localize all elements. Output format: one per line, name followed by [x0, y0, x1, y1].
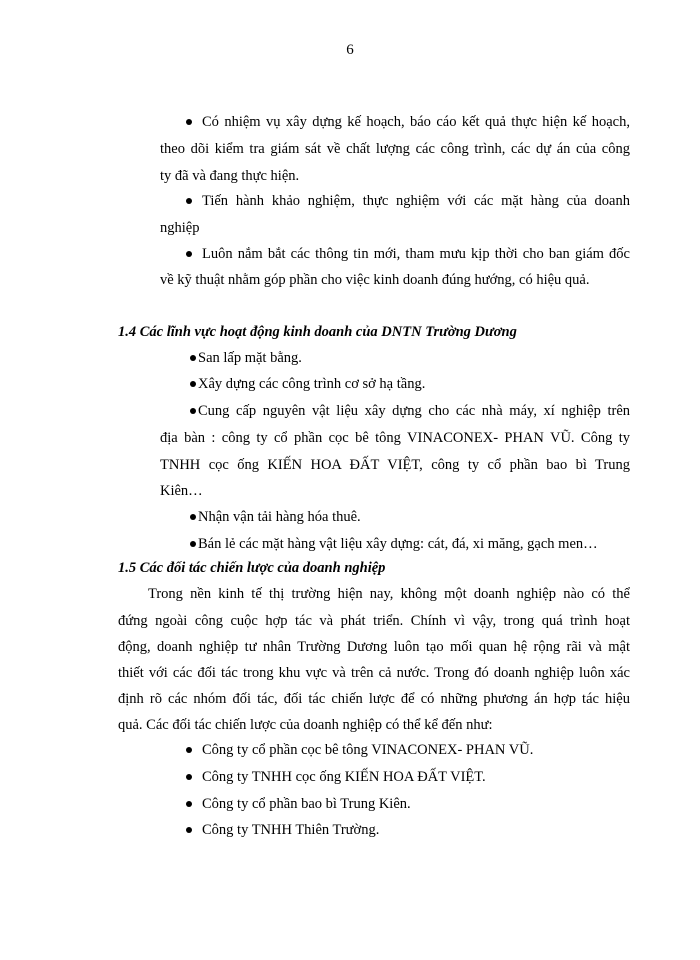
bullet-icon [190, 355, 196, 361]
page-number: 6 [346, 42, 354, 58]
text-line: Xây dựng các công trình cơ sở hạ tầng. [198, 376, 426, 392]
partner-item: Công ty TNHH cọc ống KIẾN HOA ĐẤT VIỆT. [202, 769, 486, 785]
text-line: Kiên… [160, 483, 203, 499]
paragraph-line: động, doanh nghiệp tư nhân Trường Dương luôn tạo mối quan hệ rộng rãi và mật [118, 639, 630, 655]
text-line: địa bàn : công ty cổ phần cọc bê tông VINACONEX- PHAN VŨ. Công ty [160, 430, 630, 446]
text-line: Bán lẻ các mặt hàng vật liệu xây dựng: cát, đá, xi măng, gạch men… [198, 536, 598, 552]
bullet-icon [186, 774, 192, 780]
paragraph-line: định rõ các nhóm đối tác, đối tác chiến lược để có những phương án hợp tác hiệu [118, 691, 630, 707]
bullet-icon [190, 408, 196, 414]
text-line: ty đã và đang thực hiện. [160, 168, 300, 184]
bullet-icon [186, 747, 192, 753]
bullet-icon [186, 801, 192, 807]
bullet-icon [186, 827, 192, 833]
text-line: Tiến hành khảo nghiệm, thực nghiệm với các mặt hàng của doanh [202, 193, 630, 209]
partner-item: Công ty cổ phần cọc bê tông VINACONEX- PHAN VŨ. [202, 742, 534, 758]
bullet-icon [190, 541, 196, 547]
partner-item: Công ty TNHH Thiên Trường. [202, 822, 380, 838]
paragraph-line: quả. Các đối tác chiến lược của doanh nghiệp có thể kể đến như: [118, 717, 493, 733]
bullet-icon [186, 198, 192, 204]
text-line: San lấp mặt bằng. [198, 350, 302, 366]
bullet-icon [190, 514, 196, 520]
text-line: Luôn nắm bắt các thông tin mới, tham mưu kịp thời cho ban giám đốc [202, 246, 630, 262]
bullet-icon [190, 381, 196, 387]
text-line: nghiệp [160, 220, 200, 236]
bullet-icon [186, 251, 192, 257]
partner-item: Công ty cổ phần bao bì Trung Kiên. [202, 796, 411, 812]
text-line: về kỹ thuật nhằm góp phần cho việc kinh doanh đúng hướng, có hiệu quả. [160, 272, 590, 288]
section-heading: 1.5 Các đối tác chiến lược của doanh nghiệp [118, 560, 386, 576]
paragraph-line: thiết với các đối tác trong khu vực và trên cả nước. Trong đó doanh nghiệp luôn xác [118, 665, 630, 681]
text-line: theo dõi kiểm tra giám sát về chất lượng các công trình, các dự án của công [160, 141, 630, 157]
text-line: TNHH cọc ống KIẾN HOA ĐẤT VIỆT, công ty cổ phần bao bì Trung [160, 457, 630, 473]
text-line: Cung cấp nguyên vật liệu xây dựng cho các nhà máy, xí nghiệp trên [198, 403, 630, 419]
paragraph-line: đứng ngoài công cuộc hợp tác và phát triển. Chính vì vậy, trong quá trình hoạt [118, 613, 630, 629]
text-line: Nhận vận tải hàng hóa thuê. [198, 509, 361, 525]
bullet-icon [186, 119, 192, 125]
paragraph-line: Trong nền kinh tế thị trường hiện nay, không một doanh nghiệp nào có thể [148, 586, 630, 602]
text-line: Có nhiệm vụ xây dựng kế hoạch, báo cáo kết quả thực hiện kế hoạch, [202, 114, 630, 130]
section-heading: 1.4 Các lĩnh vực hoạt động kinh doanh của DNTN Trường Dương [118, 324, 517, 340]
